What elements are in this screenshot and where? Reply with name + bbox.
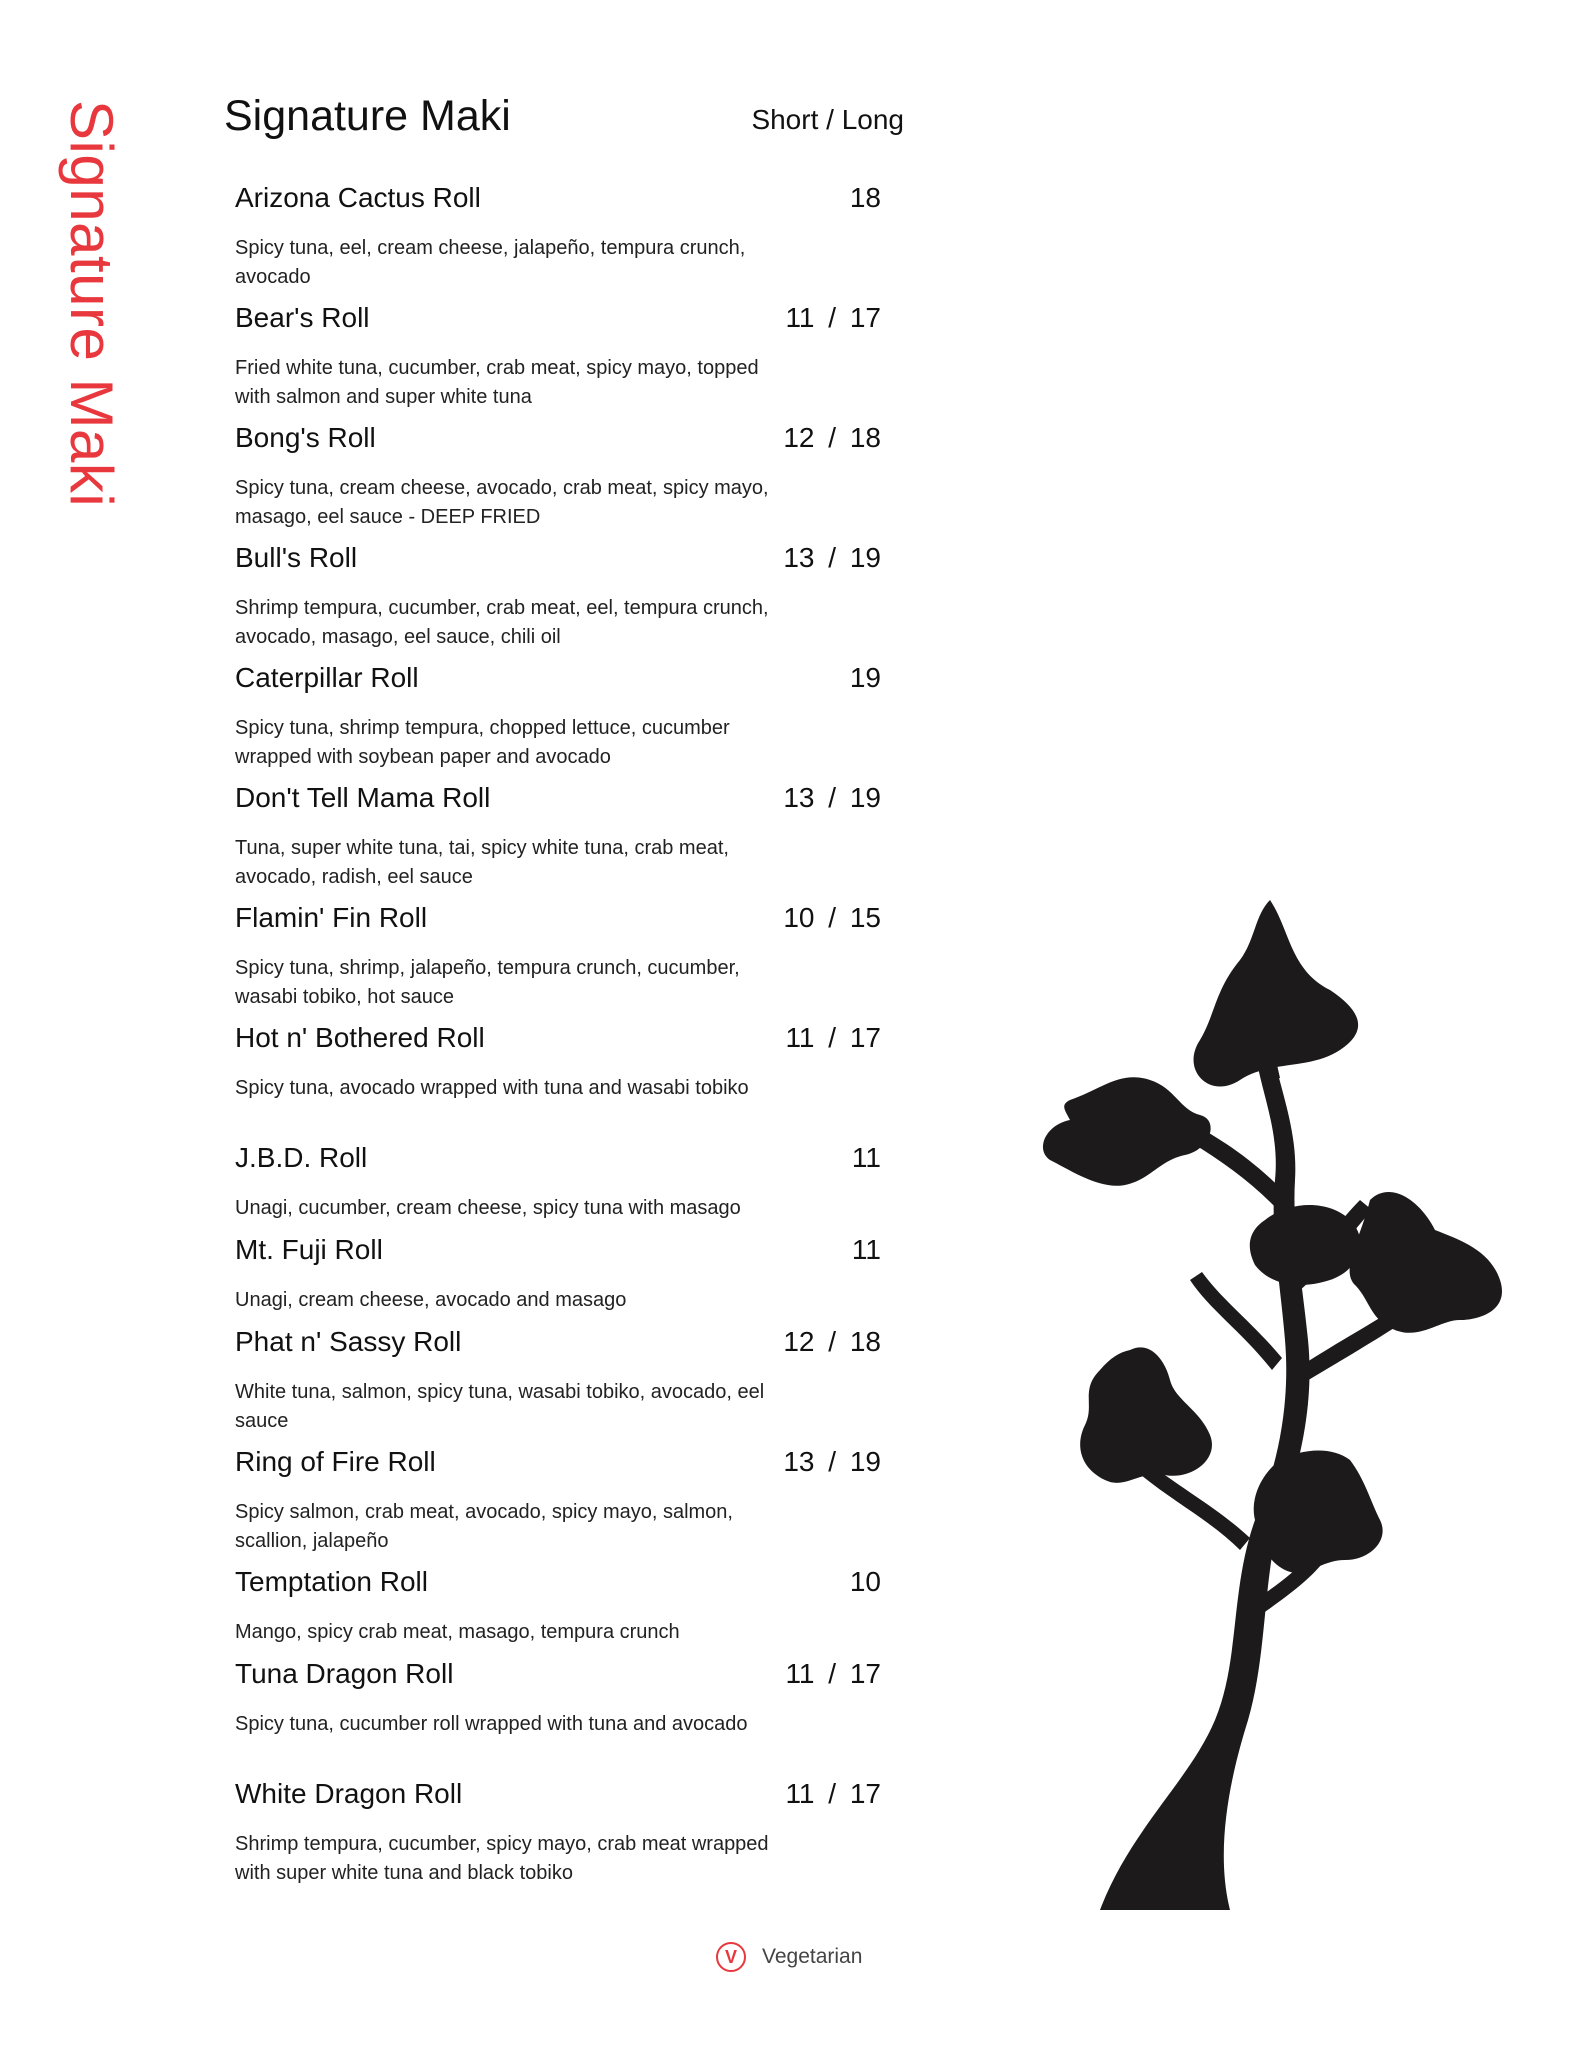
item-description: Fried white tuna, cucumber, crab meat, spicy mayo, topped with salmon and super white tuna	[235, 357, 759, 408]
item-price: 11 / 17	[785, 1658, 881, 1689]
item-description: Unagi, cucumber, cream cheese, spicy tuna with masago	[235, 1197, 741, 1219]
item-description: Spicy salmon, crab meat, avocado, spicy mayo, salmon, scallion, jalapeño	[235, 1501, 733, 1552]
item-description: Spicy tuna, avocado wrapped with tuna and wasabi tobiko	[235, 1077, 749, 1099]
item-price: 10	[849, 1566, 881, 1597]
vegetarian-icon: V	[716, 1942, 746, 1972]
item-name: White Dragon Roll	[235, 1778, 463, 1809]
item-description: Mango, spicy crab meat, masago, tempura crunch	[235, 1621, 680, 1643]
item-name: Flamin' Fin Roll	[235, 902, 428, 933]
menu-item	[235, 180, 895, 300]
item-description: Spicy tuna, shrimp tempura, chopped lettuce, cucumber wrapped with soybean paper and avocado	[235, 717, 730, 768]
menu-item	[235, 540, 895, 660]
item-description: Spicy tuna, cucumber roll wrapped with tuna and avocado	[235, 1713, 748, 1735]
item-price: 11	[851, 1234, 881, 1265]
item-name: Ring of Fire Roll	[235, 1446, 436, 1477]
item-description: White tuna, salmon, spicy tuna, wasabi tobiko, avocado, eel sauce	[235, 1381, 765, 1432]
menu-item	[235, 1232, 895, 1324]
item-name: J.B.D. Roll	[235, 1142, 368, 1173]
menu-item	[235, 1656, 895, 1776]
item-name: Phat n' Sassy Roll	[235, 1326, 462, 1357]
item-name: Bull's Roll	[235, 542, 358, 573]
menu-item	[235, 1324, 895, 1444]
item-price: 11 / 17	[785, 1778, 881, 1809]
menu-header	[224, 92, 904, 152]
item-price: 18	[849, 182, 881, 213]
tree-silhouette	[1040, 900, 1510, 1920]
menu-item	[235, 1140, 895, 1232]
item-name: Don't Tell Mama Roll	[235, 782, 491, 813]
menu-item	[235, 1776, 895, 1896]
menu-item	[235, 1564, 895, 1656]
vegetarian-label: Vegetarian	[762, 1945, 863, 1968]
item-name: Arizona Cactus Roll	[235, 182, 481, 213]
item-description: Spicy tuna, eel, cream cheese, jalapeño, tempura crunch, avocado	[235, 237, 746, 288]
item-description: Spicy tuna, cream cheese, avocado, crab meat, spicy mayo, masago, eel sauce - DEEP FRIED	[235, 477, 769, 528]
menu-item	[235, 780, 895, 900]
item-price: 12 / 18	[783, 422, 881, 453]
item-price: 11 / 17	[785, 1022, 881, 1053]
item-name: Bear's Roll	[235, 302, 370, 333]
item-description: Tuna, super white tuna, tai, spicy white tuna, crab meat, avocado, radish, eel sauce	[235, 837, 729, 888]
side-title: Signature Maki	[58, 100, 125, 508]
menu-list	[235, 180, 895, 1896]
item-price: 11 / 17	[785, 302, 881, 333]
item-name: Hot n' Bothered Roll	[235, 1022, 485, 1053]
item-price: 12 / 18	[783, 1326, 881, 1357]
item-price: 19	[849, 662, 881, 693]
menu-item	[235, 660, 895, 780]
item-description: Shrimp tempura, cucumber, spicy mayo, crab meat wrapped with super white tuna and black tobiko	[235, 1833, 769, 1884]
item-name: Caterpillar Roll	[235, 662, 419, 693]
menu-item	[235, 1444, 895, 1564]
legend	[716, 1940, 862, 1974]
item-price: 13 / 19	[783, 782, 881, 813]
item-price: 13 / 19	[783, 542, 881, 573]
menu-item	[235, 900, 895, 1020]
menu-item	[235, 300, 895, 420]
item-name: Tuna Dragon Roll	[235, 1658, 454, 1689]
menu-item	[235, 420, 895, 540]
item-description: Unagi, cream cheese, avocado and masago	[235, 1289, 627, 1311]
item-description: Shrimp tempura, cucumber, crab meat, eel, tempura crunch, avocado, masago, eel sauce, chili oil	[235, 597, 769, 648]
item-price: 11	[851, 1142, 881, 1173]
item-price: 13 / 19	[783, 1446, 881, 1477]
page-title: Signature Maki	[224, 92, 511, 140]
size-label: Short / Long	[751, 104, 904, 135]
item-name: Temptation Roll	[235, 1566, 428, 1597]
item-description: Spicy tuna, shrimp, jalapeño, tempura crunch, cucumber, wasabi tobiko, hot sauce	[235, 957, 740, 1008]
menu-item	[235, 1020, 895, 1140]
item-name: Bong's Roll	[235, 422, 376, 453]
item-price: 10 / 15	[783, 902, 881, 933]
item-name: Mt. Fuji Roll	[235, 1234, 383, 1265]
